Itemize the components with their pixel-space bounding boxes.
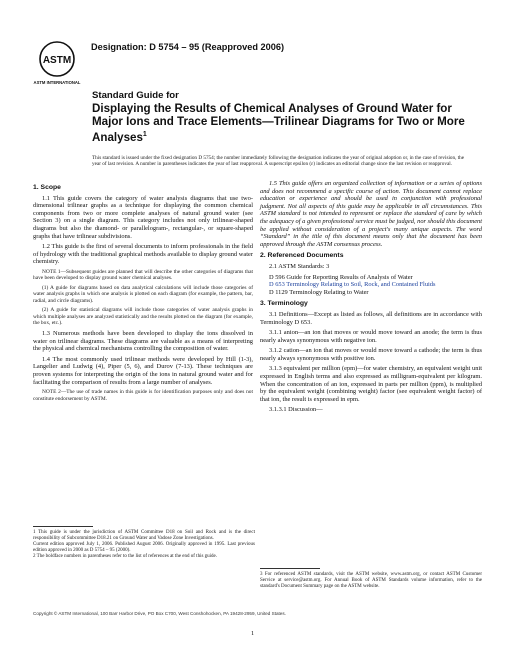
logo-caption: ASTM INTERNATIONAL: [33, 80, 81, 85]
paragraph-1-3: 1.3 Numerous methods have been developed to display the ions dissolved in water on trilinear diagrams. These diagrams are valuable as a means of interpreting the physical and chemical mechanisms controlling the composition of water.: [33, 329, 253, 353]
footnote-1-edition: Current edition approved July 1, 2006. Published August 2006. Originally approved in 1995. Last previous edition approved in 2000 as D 5754 – 95 (2000).: [33, 542, 255, 553]
paragraph-2-1: 2.1 ASTM Standards: 3: [269, 262, 330, 270]
section-heading-terminology: 3. Terminology: [260, 300, 308, 308]
title-footnote-mark: 1: [142, 131, 147, 139]
svg-text:ASTM: ASTM: [42, 55, 72, 66]
footnote-3: 3 For referenced ASTM standards, visit the ASTM website, www.astm.org, or contact ASTM Customer Service at service@astm.org. For Annual Book of ASTM Standards volume information, refer to the standard's Document Summary page on the ASTM website.: [260, 572, 482, 589]
reference-d1129[interactable]: D 1129 Terminology Relating to Water: [269, 288, 369, 296]
section-heading-scope: 1. Scope: [33, 184, 61, 191]
paragraph-3-1-2: 3.1.2 cation—an ion that moves or would move toward a cathode; the term is thus nearly always synonymous with positive ion.: [260, 347, 482, 362]
section-heading-referenced-documents: 2. Referenced Documents: [260, 252, 344, 260]
paragraph-3-1-3-1: 3.1.3.1 Discussion—: [269, 406, 323, 414]
reference-d596[interactable]: D 596 Guide for Reporting Results of Analysis of Water: [269, 273, 413, 281]
note-1-item-1: (1) A guide for diagrams based on data analytical calculations will include those categories of water analysis graphs in which one analysis is plotted on each diagram (for example, the pattern, bar, radial, and circle diagrams).: [33, 284, 253, 304]
paragraph-1-5: 1.5 This guide offers an organized collection of information or a series of options and does not recommend a specific course of action. This document cannot replace education or experience and should be used in conjunction with professional judgment. Not all aspects of this guide may be applicable in all circumstances. This ASTM standard is not intended to represent or replace the standard of care by which the adequacy of a given professional service must be judged, nor should this document be applied without consideration of a project's many unique aspects. The word “Standard” in the title of this document means only that the document has been approved through the ASTM consensus process.: [260, 180, 482, 248]
footnote-1: 1 This guide is under the jurisdiction of ASTM Committee D18 on Soil and Rock and is the direct responsibility of Subcommittee D18.21 on Ground Water and Vadose Zone Investigations.: [33, 530, 255, 541]
footnote-rule-right: [260, 568, 320, 569]
title-main: [92, 102, 472, 144]
paragraph-1-4: 1.4 The most commonly used trilinear methods were developed by Hill (1-3), Langelier and Ludwig (4), Piper (5, 6), and Durov (7-13). These techniques are proven systems for interpreting the origin of the ions in natural ground water and for facilitating the comparison of results from a large number of analyses.: [33, 355, 253, 386]
left-column: [33, 180, 253, 405]
paragraph-3-1-1: 3.1.1 anion—an ion that moves or would move toward an anode; the term is thus nearly always synonymous with negative ion.: [260, 329, 482, 344]
designation: Designation: D 5754 – 95 (Reapproved 2006): [91, 42, 285, 52]
paragraph-3-1-3: 3.1.3 equivalent per million (epm)—for water chemistry, an equivalent weight unit expressed in English terms and also expressed as milligram-equivalent per kilogram. When the concentration of an ion, expressed in parts per million (ppm), is multiplied by the equivalent weight (combining weight) factor (see equivalent weight factor) of that ion, the result is expressed in epm.: [260, 365, 482, 403]
astm-logo: [33, 40, 81, 88]
copyright-notice: Copyright © ASTM International, 100 Barr Harbor Drive, PO Box C700, West Conshohocken, PA 19428-2959, United States.: [33, 611, 286, 616]
footnote-rule-left: [33, 526, 93, 527]
paragraph-1-2: 1.2 This guide is the first of several documents to inform professionals in the field of hydrology with the traditional graphical methods available to display ground water chemistry.: [33, 243, 253, 266]
paragraph-1-1: 1.1 This guide covers the category of water analysis diagrams that use two-dimensional trilinear graphs as a technique for displaying the common chemical components from two or more complete analyses of natural ground water (see Section 3) on a single diagram. This category includes not only trilinear-shaped diagrams but also the diamond- or parallelogram-, rectangular-, or square-shaped graphs that have trilinear subdivisions.: [33, 194, 253, 240]
footnotes-left: [33, 530, 255, 560]
title-text: Displaying the Results of Chemical Analyses of Ground Water for Major Ions and Trace Elements—Trilinear Diagrams for Two or More Analyses: [92, 102, 465, 145]
right-column: [260, 180, 482, 417]
paragraph-3-1: 3.1 Definitions—Except as listed as follows, all definitions are in accordance with Terminology D 653.: [260, 310, 482, 326]
reference-d653[interactable]: D 653 Terminology Relating to Soil, Rock, and Contained Fluids: [269, 281, 436, 289]
title-block: [92, 90, 472, 144]
footnote-2: 2 The boldface numbers in parentheses refer to the list of references at the end of this guide.: [33, 554, 218, 559]
issued-statement: This standard is issued under the fixed designation D 5754; the number immediately following the designation indicates the year of original adoption or, in the case of revision, the year of last revision. A number in parentheses indicates the year of last reapproval. A superscript epsilon (ε) indicates an editorial change since the last revision or reapproval.: [92, 155, 465, 168]
title-kicker: Standard Guide for: [92, 90, 179, 101]
page-number: 1: [251, 630, 255, 637]
note-2: NOTE 2—The use of trade names in this guide is for identification purposes only and does not constitute endorsement by ASTM.: [33, 389, 253, 402]
note-1-item-2: (2) A guide for statistical diagrams will include those categories of water analysis graphs in which multiple analyses are analyzed statistically and the results plotted on the diagram (for example, the box, etc.).: [33, 307, 253, 327]
note-1: NOTE 1—Subsequent guides are planned that will describe the other categories of diagrams that have been developed to display ground water chemical analyses.: [33, 268, 253, 282]
